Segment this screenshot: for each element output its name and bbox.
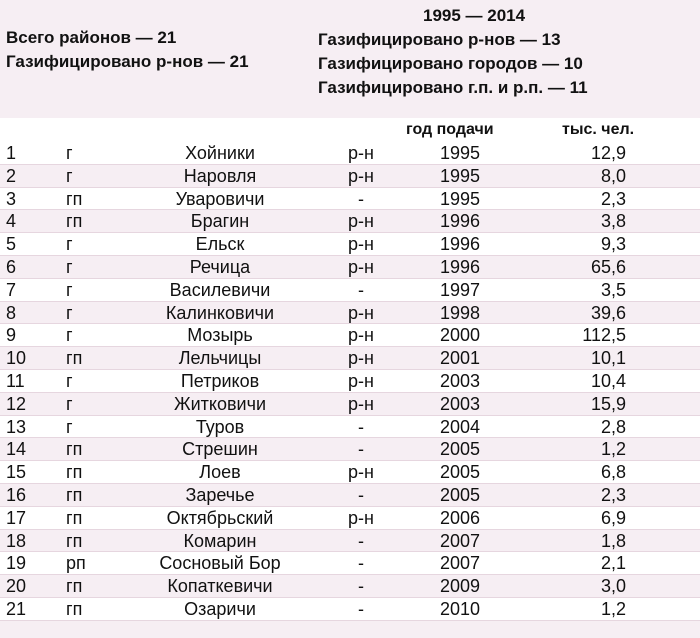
population: 1,8 xyxy=(600,530,626,551)
row-number: 20 xyxy=(6,576,27,597)
table-row xyxy=(0,575,700,598)
table-row xyxy=(0,438,700,461)
supply-year: 2003 xyxy=(439,370,481,391)
district-flag: р-н xyxy=(348,462,374,483)
population: 12,9 xyxy=(590,143,626,163)
district-flag: - xyxy=(358,530,364,551)
supply-year: 1996 xyxy=(439,211,481,232)
district-flag: р-н xyxy=(348,211,374,232)
settlement-type: гп xyxy=(66,348,83,369)
district-flag: - xyxy=(358,439,364,460)
gasified-settlements: Газифицировано г.п. и р.п. — 11 xyxy=(318,78,588,97)
supply-year: 1996 xyxy=(439,234,481,255)
row-number: 21 xyxy=(6,598,27,619)
settlement-name: Октябрьский xyxy=(166,507,274,528)
population: 2,3 xyxy=(600,188,626,209)
settlement-type: гп xyxy=(66,530,83,551)
settlement-name: Ельск xyxy=(195,234,245,255)
settlement-type: г xyxy=(66,393,73,414)
supply-year: 2006 xyxy=(439,507,481,528)
gasified-cities: Газифицировано городов — 10 xyxy=(318,54,583,73)
supply-year: 2003 xyxy=(439,393,481,414)
settlement-type: гп xyxy=(66,598,83,619)
district-flag: р-н xyxy=(348,165,374,186)
population: 6,8 xyxy=(600,462,626,483)
settlement-name: Хойники xyxy=(185,143,255,163)
settlement-name: Лоев xyxy=(199,462,241,483)
row-number: 2 xyxy=(6,165,17,186)
settlement-name: Калинковичи xyxy=(165,302,275,323)
district-flag: - xyxy=(358,188,364,209)
population: 2,3 xyxy=(600,484,626,505)
population: 6,9 xyxy=(600,507,626,528)
row-number: 16 xyxy=(6,484,27,505)
population: 2,1 xyxy=(600,553,626,574)
table-row xyxy=(0,393,700,416)
settlement-type: г xyxy=(66,302,73,323)
population: 39,6 xyxy=(590,302,626,323)
table-row xyxy=(0,552,700,575)
supply-year: 2005 xyxy=(439,462,481,483)
supply-year: 2005 xyxy=(439,439,481,460)
table-row xyxy=(0,302,700,325)
settlement-type: г xyxy=(66,165,73,186)
district-flag: - xyxy=(358,553,364,574)
row-number: 7 xyxy=(6,279,17,300)
table-row xyxy=(0,210,700,233)
row-number: 5 xyxy=(6,234,17,255)
summary-left xyxy=(6,26,249,74)
district-flag: р-н xyxy=(348,507,374,528)
period-title: 1995 — 2014 xyxy=(423,6,526,25)
supply-year: 2000 xyxy=(439,325,481,346)
district-flag: р-н xyxy=(348,234,374,255)
settlement-type: гп xyxy=(66,439,83,460)
district-flag: р-н xyxy=(348,256,374,277)
supply-year: 1997 xyxy=(439,279,481,300)
settlement-type: рп xyxy=(66,553,86,574)
settlement-type: гп xyxy=(66,507,83,528)
header-population: тыс. чел. xyxy=(562,121,635,138)
supply-year: 2004 xyxy=(439,416,481,437)
district-flag: р-н xyxy=(348,393,374,414)
district-flag: р-н xyxy=(348,370,374,391)
district-flag: - xyxy=(358,598,364,619)
row-number: 13 xyxy=(6,416,27,437)
table-row xyxy=(0,188,700,211)
row-number: 1 xyxy=(6,143,17,163)
row-number: 17 xyxy=(6,507,27,528)
gasification-table xyxy=(0,118,700,621)
table-body xyxy=(0,142,700,621)
district-flag: - xyxy=(358,576,364,597)
population: 8,0 xyxy=(600,165,626,186)
supply-year: 2001 xyxy=(439,348,481,369)
settlement-type: гп xyxy=(66,576,83,597)
gasified-districts-period: Газифицировано р-нов — 13 xyxy=(318,30,561,49)
table-row xyxy=(0,279,700,302)
district-flag: - xyxy=(358,279,364,300)
row-number: 12 xyxy=(6,393,27,414)
row-number: 19 xyxy=(6,553,27,574)
settlement-name: Житковичи xyxy=(173,393,267,414)
row-number: 10 xyxy=(6,348,27,369)
row-number: 8 xyxy=(6,302,17,323)
settlement-name: Петриков xyxy=(180,370,260,391)
population: 3,5 xyxy=(600,279,626,300)
settlement-name: Василевичи xyxy=(169,279,271,300)
total-districts: Всего районов — 21 xyxy=(6,28,177,47)
settlement-name: Копаткевичи xyxy=(167,576,273,597)
district-flag: р-н xyxy=(348,143,374,163)
table-row xyxy=(0,256,700,279)
table-row xyxy=(0,484,700,507)
district-flag: - xyxy=(358,484,364,505)
district-flag: р-н xyxy=(348,325,374,346)
settlement-type: г xyxy=(66,279,73,300)
table-row xyxy=(0,233,700,256)
supply-year: 2005 xyxy=(439,484,481,505)
settlement-type: гп xyxy=(66,188,83,209)
row-number: 9 xyxy=(6,325,17,346)
district-flag: - xyxy=(358,416,364,437)
settlement-type: г xyxy=(66,370,73,391)
supply-year: 2007 xyxy=(439,530,481,551)
population: 15,9 xyxy=(590,393,626,414)
row-number: 4 xyxy=(6,211,17,232)
table-row xyxy=(0,165,700,188)
settlement-type: г xyxy=(66,416,73,437)
supply-year: 1998 xyxy=(439,302,481,323)
settlement-type: г xyxy=(66,143,73,163)
settlement-name: Заречье xyxy=(185,484,255,505)
table-row xyxy=(0,324,700,347)
gasified-districts-total: Газифицировано р-нов — 21 xyxy=(6,52,249,71)
settlement-name: Уваровичи xyxy=(175,188,265,209)
table-row xyxy=(0,347,700,370)
table-row xyxy=(0,507,700,530)
population: 112,5 xyxy=(582,325,626,346)
population: 10,4 xyxy=(590,370,626,391)
table-row xyxy=(0,461,700,484)
district-flag: р-н xyxy=(348,302,374,323)
settlement-name: Речица xyxy=(189,256,251,277)
table-row xyxy=(0,598,700,621)
row-number: 11 xyxy=(6,370,25,391)
table-row xyxy=(0,530,700,553)
supply-year: 2010 xyxy=(439,598,481,619)
supply-year: 2009 xyxy=(439,576,481,597)
table-header xyxy=(0,118,700,142)
supply-year: 1996 xyxy=(439,256,481,277)
population: 3,0 xyxy=(600,576,626,597)
supply-year: 2007 xyxy=(439,553,481,574)
settlement-type: гп xyxy=(66,462,83,483)
settlement-name: Сосновый Бор xyxy=(159,553,281,574)
population: 3,8 xyxy=(600,211,626,232)
row-number: 15 xyxy=(6,462,27,483)
supply-year: 1995 xyxy=(439,143,481,163)
population: 9,3 xyxy=(600,234,626,255)
population: 1,2 xyxy=(600,439,626,460)
settlement-type: гп xyxy=(66,211,83,232)
population: 2,8 xyxy=(600,416,626,437)
settlement-name: Озаричи xyxy=(184,598,256,619)
table-row xyxy=(0,416,700,439)
population: 1,2 xyxy=(600,598,626,619)
table-row xyxy=(0,142,700,165)
settlement-name: Туров xyxy=(195,416,245,437)
settlement-name: Стрешин xyxy=(182,439,258,460)
row-number: 3 xyxy=(6,188,17,209)
district-flag: р-н xyxy=(348,348,374,369)
table-row xyxy=(0,370,700,393)
summary-right xyxy=(318,4,588,100)
settlement-name: Наровля xyxy=(183,165,257,186)
population: 65,6 xyxy=(590,256,626,277)
settlement-name: Лельчицы xyxy=(178,348,262,369)
supply-year: 1995 xyxy=(439,188,481,209)
settlement-type: г xyxy=(66,256,73,277)
settlement-name: Брагин xyxy=(190,211,250,232)
settlement-type: г xyxy=(66,325,73,346)
supply-year: 1995 xyxy=(439,165,481,186)
settlement-name: Мозырь xyxy=(187,325,253,346)
settlement-type: гп xyxy=(66,484,83,505)
row-number: 14 xyxy=(6,439,27,460)
settlement-type: г xyxy=(66,234,73,255)
row-number: 18 xyxy=(6,530,27,551)
row-number: 6 xyxy=(6,256,17,277)
settlement-name: Комарин xyxy=(183,530,257,551)
header-year: год подачи xyxy=(406,121,494,138)
population: 10,1 xyxy=(590,348,626,369)
